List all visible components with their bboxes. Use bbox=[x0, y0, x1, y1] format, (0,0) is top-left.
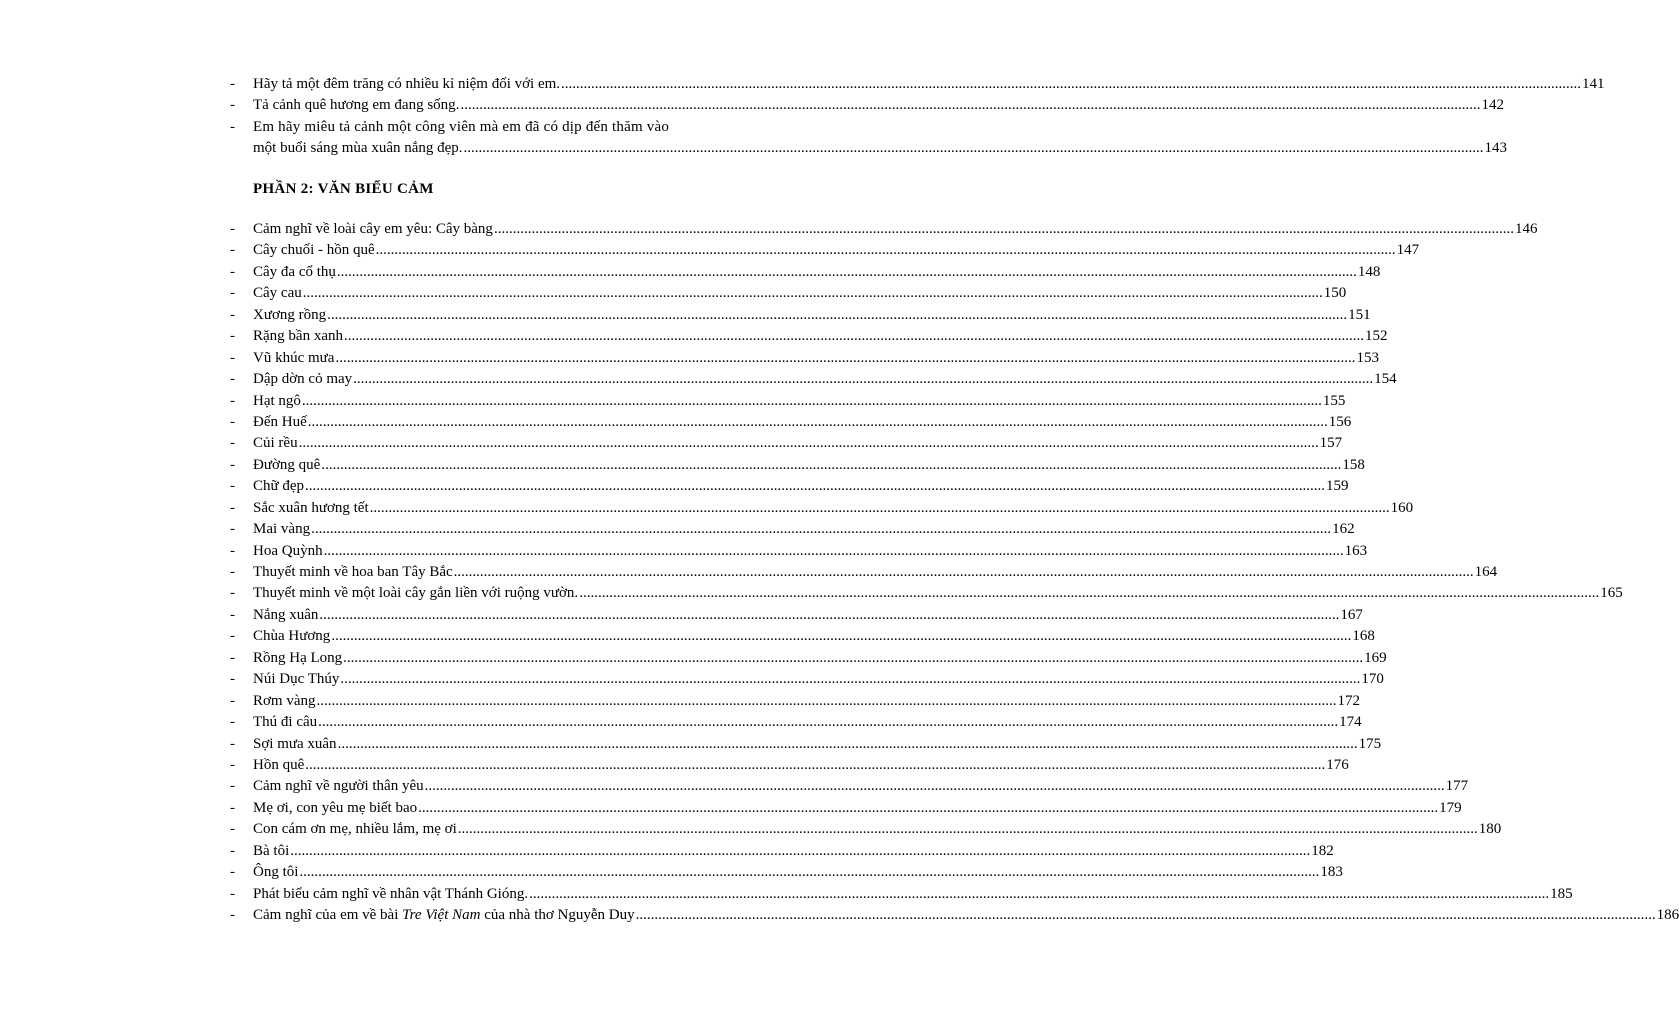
dot-leader bbox=[529, 884, 1549, 905]
toc-entry bbox=[226, 541, 1368, 562]
entry-title: Cây cau bbox=[253, 285, 302, 302]
bullet-dash: - bbox=[230, 371, 235, 388]
entry-title: Hạt ngô bbox=[253, 392, 301, 409]
dot-leader bbox=[458, 819, 1478, 840]
entry-title-line2-row bbox=[253, 138, 1507, 159]
bullet-dash: - bbox=[230, 564, 235, 580]
toc-entry bbox=[226, 605, 1363, 626]
entry-title: Nắng xuân bbox=[253, 606, 319, 623]
entry-title: Dập dờn cỏ may bbox=[253, 371, 353, 388]
dot-leader bbox=[317, 691, 1337, 712]
entry-page-number: 174 bbox=[1339, 714, 1362, 731]
dot-leader bbox=[353, 369, 1373, 390]
bullet-dash: - bbox=[230, 842, 235, 859]
entry-page-number: 147 bbox=[1396, 242, 1420, 259]
entry-page-number: 185 bbox=[1550, 885, 1573, 902]
entry-page-number: 177 bbox=[1445, 778, 1469, 795]
entry-page-number: 154 bbox=[1374, 371, 1397, 388]
bullet-dash: - bbox=[230, 907, 235, 923]
bullet-dash: - bbox=[230, 692, 235, 709]
entry-page-number: 152 bbox=[1364, 328, 1388, 345]
toc-entry bbox=[226, 669, 1384, 690]
toc-entry bbox=[226, 240, 1420, 261]
bullet-dash: - bbox=[230, 392, 235, 409]
entry-page-number: 172 bbox=[1337, 692, 1361, 709]
toc-entry bbox=[226, 455, 1365, 476]
entry-title: Hồn quê bbox=[253, 756, 305, 773]
entry-page-number: 162 bbox=[1332, 521, 1355, 538]
bullet-dash: - bbox=[230, 328, 235, 345]
toc-entry bbox=[226, 412, 1352, 433]
toc-entry bbox=[226, 562, 1498, 583]
dot-leader bbox=[561, 74, 1581, 95]
entry-page-number: 146 bbox=[1514, 221, 1538, 237]
entry-title-italic: Tre Việt Nam bbox=[402, 907, 481, 923]
entry-title: Bà tôi bbox=[253, 842, 290, 859]
entry-title: Phát biểu cảm nghĩ về nhân vật Thánh Gióng. bbox=[253, 885, 529, 902]
dot-leader bbox=[343, 648, 1363, 669]
dot-leader bbox=[319, 605, 1339, 626]
entry-page-number: 182 bbox=[1311, 842, 1334, 859]
bullet-dash: - bbox=[230, 628, 235, 645]
bullet-dash: - bbox=[230, 885, 235, 902]
bullet-dash: - bbox=[230, 242, 235, 259]
dot-leader bbox=[335, 348, 1355, 369]
toc-entry bbox=[226, 862, 1343, 883]
dot-leader bbox=[303, 283, 1323, 304]
entry-title-suffix: của nhà thơ Nguyễn Duy bbox=[480, 907, 635, 923]
entry-page-number: 157 bbox=[1319, 435, 1343, 452]
dot-leader bbox=[327, 305, 1347, 326]
dot-leader bbox=[299, 433, 1319, 454]
toc-list-main bbox=[226, 219, 1679, 926]
toc-entry bbox=[226, 369, 1397, 390]
bullet-dash: - bbox=[230, 542, 235, 559]
toc-list-top bbox=[226, 74, 1605, 160]
toc-entry bbox=[226, 648, 1387, 669]
entry-page-number: 150 bbox=[1323, 285, 1347, 302]
dot-leader bbox=[324, 541, 1344, 562]
entry-page-number: 148 bbox=[1357, 263, 1381, 280]
dot-leader bbox=[636, 905, 1656, 926]
toc-entry bbox=[226, 712, 1362, 733]
bullet-dash: - bbox=[230, 864, 235, 881]
dot-leader bbox=[305, 755, 1325, 776]
entry-title: Rồng Hạ Long bbox=[253, 649, 343, 666]
dot-leader bbox=[579, 583, 1599, 604]
entry-title: Sợi mưa xuân bbox=[253, 735, 337, 752]
entry-title: Rặng bần xanh bbox=[253, 328, 343, 345]
dot-leader bbox=[494, 219, 1514, 240]
entry-title: Hoa Quỳnh bbox=[253, 542, 323, 559]
entry-title: Thuyết minh về một loài cây gắn liền với ruộng vườn. bbox=[253, 585, 579, 602]
entry-page-number: 160 bbox=[1390, 499, 1414, 516]
entry-page-number: 153 bbox=[1356, 349, 1379, 366]
bullet-dash: - bbox=[230, 97, 235, 114]
entry-title bbox=[253, 905, 635, 926]
bullet-dash: - bbox=[230, 499, 235, 516]
entry-title-line2: một buổi sáng mùa xuân nắng đẹp. bbox=[253, 140, 463, 157]
entry-page-number: 165 bbox=[1600, 585, 1623, 602]
dot-leader bbox=[370, 498, 1390, 519]
toc-entry bbox=[226, 262, 1381, 283]
entry-page-number: 155 bbox=[1322, 392, 1346, 409]
entry-page-number: 142 bbox=[1481, 97, 1504, 114]
entry-page-number: 141 bbox=[1582, 76, 1605, 92]
entry-title: Cây chuối - hồn quê bbox=[253, 242, 375, 259]
dot-leader bbox=[418, 798, 1438, 819]
entry-page-number: 167 bbox=[1340, 606, 1363, 623]
toc-entry bbox=[226, 95, 1504, 116]
toc-entry bbox=[226, 755, 1349, 776]
toc-entry-wrapped bbox=[226, 117, 1508, 160]
entry-page-number: 168 bbox=[1352, 628, 1375, 645]
entry-title: Sắc xuân hương tết bbox=[253, 499, 369, 516]
entry-title: Đường quê bbox=[253, 456, 321, 473]
bullet-dash: - bbox=[230, 118, 235, 135]
dot-leader bbox=[338, 734, 1358, 755]
toc-entry bbox=[226, 219, 1538, 240]
dot-leader bbox=[340, 669, 1360, 690]
entry-page-number: 179 bbox=[1439, 799, 1462, 816]
bullet-dash: - bbox=[230, 456, 235, 473]
dot-leader bbox=[308, 412, 1328, 433]
dot-leader bbox=[425, 776, 1445, 797]
toc-entry bbox=[226, 626, 1375, 647]
entry-title: Thuyết minh về hoa ban Tây Bắc bbox=[253, 564, 453, 580]
dot-leader bbox=[311, 519, 1331, 540]
bullet-dash: - bbox=[230, 478, 235, 495]
dot-leader bbox=[321, 455, 1341, 476]
toc-entry bbox=[226, 74, 1605, 95]
toc-entry bbox=[226, 798, 1462, 819]
entry-page-number: 151 bbox=[1348, 306, 1371, 323]
toc-entry bbox=[226, 433, 1343, 454]
entry-page-number: 176 bbox=[1326, 756, 1349, 773]
entry-page-number: 143 bbox=[1484, 140, 1508, 157]
dot-leader bbox=[299, 862, 1319, 883]
entry-title: Mai vàng bbox=[253, 521, 311, 538]
bullet-dash: - bbox=[230, 585, 235, 602]
dot-leader bbox=[318, 712, 1338, 733]
entry-page-number: 169 bbox=[1364, 649, 1387, 666]
toc-entry bbox=[226, 283, 1347, 304]
bullet-dash: - bbox=[230, 349, 235, 366]
dot-leader bbox=[337, 262, 1357, 283]
entry-page-number: 158 bbox=[1342, 456, 1365, 473]
entry-title-prefix: Cảm nghĩ của em về bài bbox=[253, 907, 403, 923]
toc-entry bbox=[226, 391, 1346, 412]
entry-title: Cảm nghĩ về người thân yêu bbox=[253, 778, 424, 795]
toc-entry bbox=[226, 519, 1355, 540]
dot-leader bbox=[290, 841, 1310, 862]
entry-page-number: 159 bbox=[1326, 478, 1349, 495]
toc-entry bbox=[226, 348, 1379, 369]
entry-page-number: 186 bbox=[1656, 907, 1679, 923]
entry-page-number: 183 bbox=[1320, 864, 1343, 881]
toc-entry bbox=[226, 305, 1371, 326]
entry-page-number: 163 bbox=[1344, 542, 1368, 559]
dot-leader bbox=[464, 138, 1484, 159]
toc-entry bbox=[226, 819, 1502, 840]
bullet-dash: - bbox=[230, 76, 235, 92]
dot-leader bbox=[376, 240, 1396, 261]
toc-entry bbox=[226, 326, 1388, 347]
toc-entry bbox=[226, 498, 1414, 519]
bullet-dash: - bbox=[230, 671, 235, 688]
entry-title: Rơm vàng bbox=[253, 692, 316, 709]
bullet-dash: - bbox=[230, 263, 235, 280]
entry-title: Cây đa cổ thụ bbox=[253, 263, 336, 280]
bullet-dash: - bbox=[230, 521, 235, 538]
dot-leader bbox=[460, 95, 1480, 116]
entry-body bbox=[253, 117, 1507, 160]
entry-title: Tả cảnh quê hương em đang sống. bbox=[253, 97, 460, 114]
section-heading: PHẦN 2: VĂN BIỂU CẢM bbox=[253, 181, 434, 197]
bullet-dash: - bbox=[230, 221, 235, 237]
bullet-dash: - bbox=[230, 413, 235, 430]
bullet-dash: - bbox=[230, 606, 235, 623]
bullet-dash: - bbox=[230, 756, 235, 773]
bullet-dash: - bbox=[230, 778, 235, 795]
dot-leader bbox=[454, 562, 1474, 583]
toc-entry bbox=[226, 776, 1469, 797]
bullet-dash: - bbox=[230, 714, 235, 731]
entry-page-number: 180 bbox=[1478, 821, 1502, 838]
dot-leader bbox=[344, 326, 1364, 347]
entry-title: Núi Dục Thúy bbox=[253, 671, 340, 688]
entry-title: Xương rồng bbox=[253, 306, 327, 323]
entry-title: Hãy tả một đêm trăng có nhiều kỉ niệm đối với em. bbox=[253, 76, 561, 92]
entry-title: Chùa Hương bbox=[253, 628, 331, 645]
bullet-dash: - bbox=[230, 306, 235, 323]
entry-page-number: 175 bbox=[1358, 735, 1382, 752]
entry-page-number: 164 bbox=[1474, 564, 1498, 580]
dot-leader bbox=[331, 626, 1351, 647]
entry-title: Thú đi câu bbox=[253, 714, 318, 731]
toc-entry bbox=[226, 841, 1334, 862]
entry-page-number: 156 bbox=[1328, 413, 1352, 430]
bullet-dash: - bbox=[230, 735, 235, 752]
entry-page-number: 170 bbox=[1361, 671, 1384, 688]
toc-entry bbox=[226, 476, 1349, 497]
bullet-dash: - bbox=[230, 649, 235, 666]
entry-title: Củi rều bbox=[253, 435, 298, 452]
entry-title: Chữ đẹp bbox=[253, 478, 305, 495]
entry-title: Cảm nghĩ về loài cây em yêu: Cây bàng bbox=[253, 221, 493, 237]
toc-entry bbox=[226, 691, 1361, 712]
toc-entry bbox=[226, 583, 1623, 604]
toc-entry bbox=[226, 734, 1382, 755]
entry-title: Ông tôi bbox=[253, 864, 299, 881]
entry-title-line1: Em hãy miêu tả cảnh một công viên mà em đã có dịp đến thăm vào bbox=[253, 118, 670, 135]
dot-leader bbox=[305, 476, 1325, 497]
entry-title: Mẹ ơi, con yêu mẹ biết bao bbox=[253, 799, 418, 816]
bullet-dash: - bbox=[230, 435, 235, 452]
dot-leader bbox=[302, 391, 1322, 412]
bullet-dash: - bbox=[230, 821, 235, 838]
entry-title: Vũ khúc mưa bbox=[253, 349, 335, 366]
entry-title: Đến Huế bbox=[253, 413, 307, 430]
toc-entry-last bbox=[226, 905, 1679, 926]
bullet-dash: - bbox=[230, 285, 235, 302]
entry-title: Con cám ơn mẹ, nhiều lắm, mẹ ơi bbox=[253, 821, 457, 838]
toc-entry bbox=[226, 884, 1573, 905]
bullet-dash: - bbox=[230, 799, 235, 816]
